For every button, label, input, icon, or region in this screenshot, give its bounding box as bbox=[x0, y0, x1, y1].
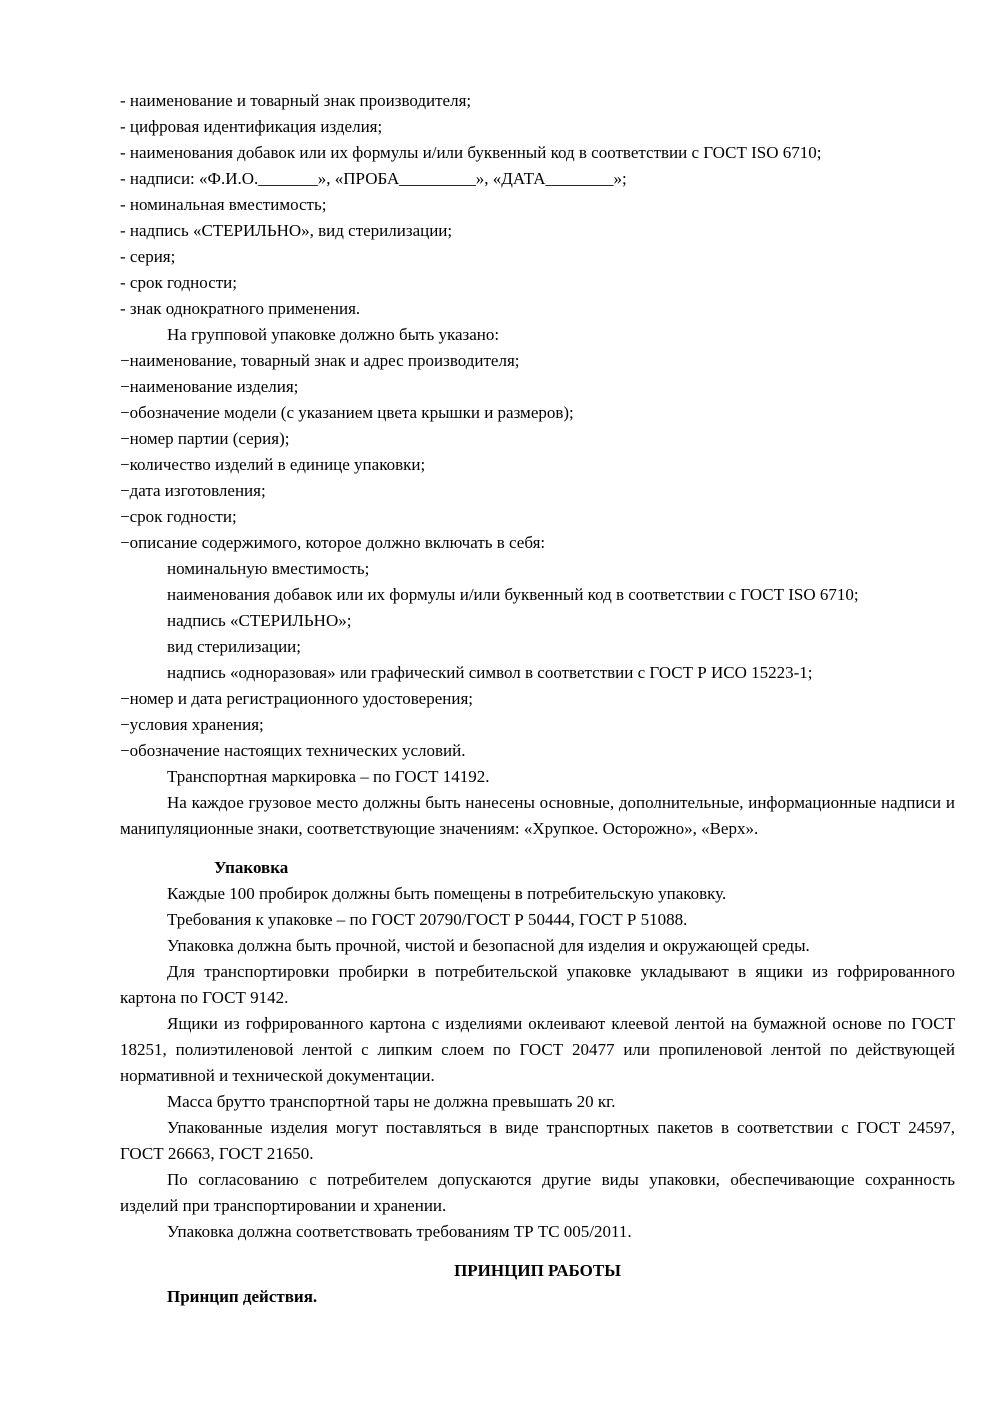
packaging-paragraph: Требования к упаковке – по ГОСТ 20790/ГОСТ Р 50444, ГОСТ Р 51088. bbox=[167, 910, 688, 929]
packaging-paragraph: Масса брутто транспортной тары не должна превышать 20 кг. bbox=[167, 1092, 616, 1111]
consumer-label-item: - наименование и товарный знак производителя; bbox=[120, 91, 472, 110]
contents-item: вид стерилизации; bbox=[167, 637, 301, 656]
group-pack-item: −дата изготовления; bbox=[120, 481, 266, 500]
group-pack-item: −условия хранения; bbox=[120, 715, 264, 734]
consumer-label-item: - срок годности; bbox=[120, 273, 237, 292]
consumer-label-item: - серия; bbox=[120, 247, 176, 266]
packaging-paragraph: Каждые 100 пробирок должны быть помещены в потребительскую упаковку. bbox=[167, 884, 727, 903]
group-pack-item: −обозначение модели (с указанием цвета крышки и размеров); bbox=[120, 403, 574, 422]
consumer-label-item: - цифровая идентификация изделия; bbox=[120, 117, 383, 136]
group-pack-item: −срок годности; bbox=[120, 507, 237, 526]
consumer-label-item: - надпись «СТЕРИЛЬНО», вид стерилизации; bbox=[120, 221, 453, 240]
group-pack-item: −наименование изделия; bbox=[120, 377, 299, 396]
packaging-heading: Упаковка bbox=[214, 858, 289, 877]
group-pack-item: −номер и дата регистрационного удостоверения; bbox=[120, 689, 473, 708]
principle-heading: ПРИНЦИП РАБОТЫ bbox=[454, 1261, 621, 1280]
group-pack-intro: На групповой упаковке должно быть указано: bbox=[167, 325, 500, 344]
group-pack-item: −количество изделий в единице упаковки; bbox=[120, 455, 426, 474]
consumer-label-item: - знак однократного применения. bbox=[120, 299, 361, 318]
cargo-paragraph: На каждое грузовое место должны быть нанесены основные, дополнительные, информационные надписи и манипуляционные знаки, соответствующие значениям: «Хрупкое. Осторожно», «Верх». bbox=[120, 793, 955, 838]
contents-item: надпись «СТЕРИЛЬНО»; bbox=[167, 611, 352, 630]
principle-subheading: Принцип действия. bbox=[167, 1287, 318, 1306]
packaging-paragraph: Упакованные изделия могут поставляться в виде транспортных пакетов в соответствии с ГОСТ 24597, ГОСТ 26663, ГОСТ 21650. bbox=[120, 1118, 955, 1163]
consumer-label-item: - номинальная вместимость; bbox=[120, 195, 327, 214]
transport-marking-paragraph: Транспортная маркировка – по ГОСТ 14192. bbox=[167, 767, 490, 786]
contents-item: наименования добавок или их формулы и/или буквенный код в соответствии с ГОСТ ISO 6710; bbox=[167, 585, 859, 604]
consumer-label-item: - надписи: «Ф.И.О._______», «ПРОБА_________», «ДАТА________»; bbox=[120, 169, 627, 188]
packaging-paragraph: Ящики из гофрированного картона с изделиями оклеивают клеевой лентой на бумажной основе по ГОСТ 18251, полиэтиленовой лентой с липким слоем по ГОСТ 20477 или пропиленовой лентой по действующей нормативной и технической документации. bbox=[120, 1014, 955, 1085]
consumer-label-item: - наименования добавок или их формулы и/или буквенный код в соответствии с ГОСТ ISO 6710; bbox=[120, 143, 822, 162]
contents-item: надпись «одноразовая» или графический символ в соответствии с ГОСТ Р ИСО 15223-1; bbox=[167, 663, 813, 682]
packaging-paragraph: Упаковка должна соответствовать требованиям ТР ТС 005/2011. bbox=[167, 1222, 632, 1241]
packaging-paragraph: По согласованию с потребителем допускаются другие виды упаковки, обеспечивающие сохранность изделий при транспортировании и хранении. bbox=[120, 1170, 955, 1215]
group-pack-item: −наименование, товарный знак и адрес производителя; bbox=[120, 351, 520, 370]
group-pack-item: −описание содержимого, которое должно включать в себя: bbox=[120, 533, 546, 552]
packaging-paragraph: Упаковка должна быть прочной, чистой и безопасной для изделия и окружающей среды. bbox=[167, 936, 810, 955]
group-pack-item: −номер партии (серия); bbox=[120, 429, 290, 448]
group-pack-item: −обозначение настоящих технических условий. bbox=[120, 741, 466, 760]
packaging-paragraph: Для транспортировки пробирки в потребительской упаковке укладывают в ящики из гофрированного картона по ГОСТ 9142. bbox=[120, 962, 955, 1007]
contents-item: номинальную вместимость; bbox=[167, 559, 370, 578]
